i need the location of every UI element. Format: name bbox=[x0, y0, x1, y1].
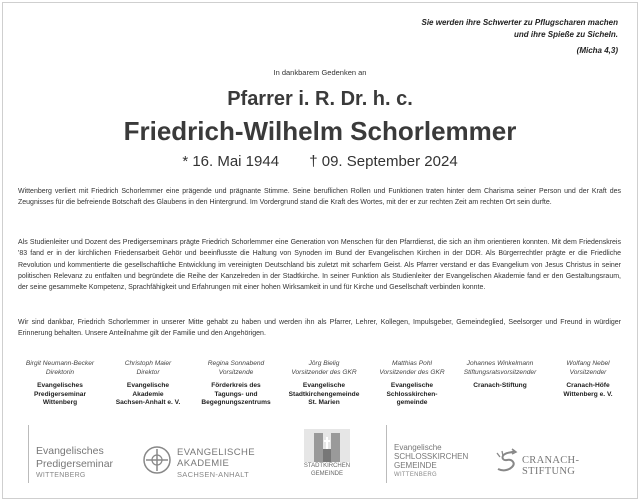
signer-cranach-stiftung bbox=[460, 360, 540, 408]
logo-text: CRANACH-STIFTUNG bbox=[522, 455, 580, 477]
org-line: Stadtkirchengemeinde bbox=[288, 390, 360, 398]
signer-organization bbox=[460, 382, 540, 391]
signer-organization bbox=[196, 382, 276, 408]
org-line: Begegnungszentrums bbox=[201, 399, 271, 407]
signatories bbox=[20, 360, 628, 408]
org-line: Sachsen-Anhalt e. V. bbox=[115, 399, 181, 407]
logo-text: SACHSEN-ANHALT bbox=[177, 470, 249, 479]
cranach-serpent-icon bbox=[494, 447, 520, 475]
signer-name: Jörg Bielig bbox=[308, 360, 340, 367]
cross-rose-icon bbox=[142, 445, 172, 475]
signer-akademie bbox=[108, 360, 188, 408]
signer-stadtkirche bbox=[284, 360, 364, 408]
paragraph-3: Wir sind dankbar, Friedrich Schorlemmer in unserer Mitte gehabt zu haben und werden ihn als Pfarrer, Lehrer, Kollegen, Impulsgeber, Gemeindeglied, Seelsorger und Freund in würdiger Erinnerung behalten. Unsere Anteilnahme gilt der Familie und den Angehörigen. bbox=[18, 319, 621, 338]
logo-text: GEMEINDE bbox=[394, 461, 437, 470]
org-line: Cranach-Stiftung bbox=[473, 382, 527, 390]
org-line: Schlosskirchen- bbox=[386, 390, 438, 398]
org-line: St. Marien bbox=[308, 399, 340, 407]
signer-organization bbox=[20, 382, 100, 408]
church-towers-icon bbox=[300, 425, 354, 463]
paragraph-2: Als Studienleiter und Dozent des Predigerseminars prägte Friedrich Schorlemmer eine Generation von Menschen für den Pfarrdienst, die sich an ihm orientieren konnten. Mit dem Friedenskreis '83 fand er in der kirchlichen Friedensarbeit Gehör und beeinflusste die Haltung von Synoden im Bund der Evangelischen Kirchen in der DDR. Als Bürgerrechtler prägte er die Friedliche Revolution und kommentierte die gesellschaftliche Entwicklung im vereinigten Deutschland bis zuletzt mit scharfem Geist. Als Pfarrer verstand er das Evangelium von Jesus Christus in seiner politischen Relevanz zu entfalten und begründete die Reihe der Kanzelreden in der Stadtkirche. In seiner Funktion als Studienleiter der Evangelischen Akademie fand er den Gestaltungsraum, der seine gesammelte Kompetenz, Sprachfähigkeit und Erfahrungen mit einer hohen Wirksamkeit in und für Kirche und Gesellschaft verbinden konnte. bbox=[18, 239, 621, 292]
paragraph-1: Wittenberg verliert mit Friedrich Schorlemmer eine prägende und prägnante Stimme. Seine beruflichen Rollen und Funktionen traten hinter dem Charisma seiner Person und der Kraft des Zeugnisses für die befreiende Botschaft des Glaubens in den Hintergrund. Im Vordergrund stand die Kraft des Wortes, mit der er zur rechten Zeit am rechten Ort sein durfte. bbox=[18, 188, 621, 207]
signer-organization bbox=[548, 382, 628, 399]
logo-text: GEMEINDE bbox=[310, 471, 343, 477]
org-line: gemeinde bbox=[396, 399, 428, 407]
signer-role: Stiftungsratsvorsitzender bbox=[463, 368, 537, 376]
akademie-logo bbox=[142, 441, 262, 481]
logo-text: WITTENBERG bbox=[394, 472, 437, 478]
logo-text: Evangelische bbox=[394, 443, 442, 452]
signer-organization bbox=[284, 382, 364, 408]
predigerseminar-logo bbox=[22, 425, 117, 487]
intro-text: In dankbarem Gedenken an bbox=[273, 68, 367, 77]
org-line: Akademie bbox=[132, 390, 164, 398]
logo-text: EVANGELISCHE bbox=[177, 447, 256, 458]
org-line: Evangelisches bbox=[37, 382, 83, 390]
signer-name: Wolfang Nebel bbox=[566, 360, 610, 367]
motto-line-2: und ihre Spieße zu Sicheln. bbox=[513, 30, 618, 39]
schlosskirche-logo bbox=[382, 425, 492, 487]
logo-text: Evangelisches bbox=[36, 445, 104, 457]
logo-divider bbox=[28, 425, 29, 483]
signer-role: Vorsitzender des GKR bbox=[291, 368, 357, 376]
birth-date: * 16. Mai 1944 bbox=[182, 153, 280, 170]
signer-cranach-hoefe bbox=[548, 360, 628, 408]
motto-line-1: Sie werden ihre Schwerter zu Pflugscharen machen bbox=[421, 18, 618, 27]
signer-role: Vorsitzender des GKR bbox=[379, 368, 445, 376]
org-line: Evangelische bbox=[302, 382, 346, 390]
signer-name: Christoph Maier bbox=[124, 360, 172, 367]
signer-organization bbox=[108, 382, 188, 408]
org-line: Wittenberg e. V. bbox=[563, 390, 613, 398]
signer-name: Matthias Pohl bbox=[392, 360, 432, 367]
signer-role: Vorsitzende bbox=[218, 368, 254, 376]
signer-organization bbox=[372, 382, 452, 408]
death-date: † 09. September 2024 bbox=[309, 153, 458, 170]
signer-schlosskirche bbox=[372, 360, 452, 408]
org-line: Wittenberg bbox=[42, 399, 78, 407]
signer-foerderkreis bbox=[196, 360, 276, 408]
logo-text: WITTENBERG bbox=[36, 472, 86, 479]
bible-motto bbox=[318, 17, 618, 57]
org-line: Predigerseminar bbox=[33, 390, 87, 398]
org-line: Evangelische bbox=[126, 382, 170, 390]
signer-name: Birgit Neumann-Becker bbox=[25, 360, 95, 367]
signer-role: Direktorin bbox=[45, 368, 75, 376]
org-line: Cranach-Höfe bbox=[566, 382, 610, 390]
logo-row bbox=[14, 425, 628, 490]
signer-name: Regina Sonnabend bbox=[207, 360, 265, 367]
signer-name: Johannes Winkelmann bbox=[466, 360, 534, 367]
org-line: Evangelische bbox=[390, 382, 434, 390]
logo-text: Predigerseminar bbox=[36, 458, 114, 470]
logo-divider bbox=[386, 425, 387, 483]
signer-role: Direktor bbox=[136, 368, 160, 376]
life-dates bbox=[0, 153, 640, 170]
logo-text: SCHLOSSKIRCHEN bbox=[394, 452, 469, 461]
logo-text: AKADEMIE bbox=[177, 458, 230, 469]
org-line: Förderkreis des bbox=[211, 382, 261, 390]
academic-title: Pfarrer i. R. Dr. h. c. bbox=[227, 88, 413, 110]
logo-text: STADTKIRCHEN bbox=[303, 463, 351, 469]
deceased-name: Friedrich-Wilhelm Schorlemmer bbox=[123, 116, 517, 146]
cranach-stiftung-logo bbox=[494, 447, 628, 477]
signer-role: Vorsitzender bbox=[569, 368, 607, 376]
org-line: Tagungs- und bbox=[214, 390, 258, 398]
motto-reference: (Micha 4,3) bbox=[576, 46, 618, 55]
stadtkirche-logo bbox=[282, 425, 372, 487]
signer-predigerseminar bbox=[20, 360, 100, 408]
